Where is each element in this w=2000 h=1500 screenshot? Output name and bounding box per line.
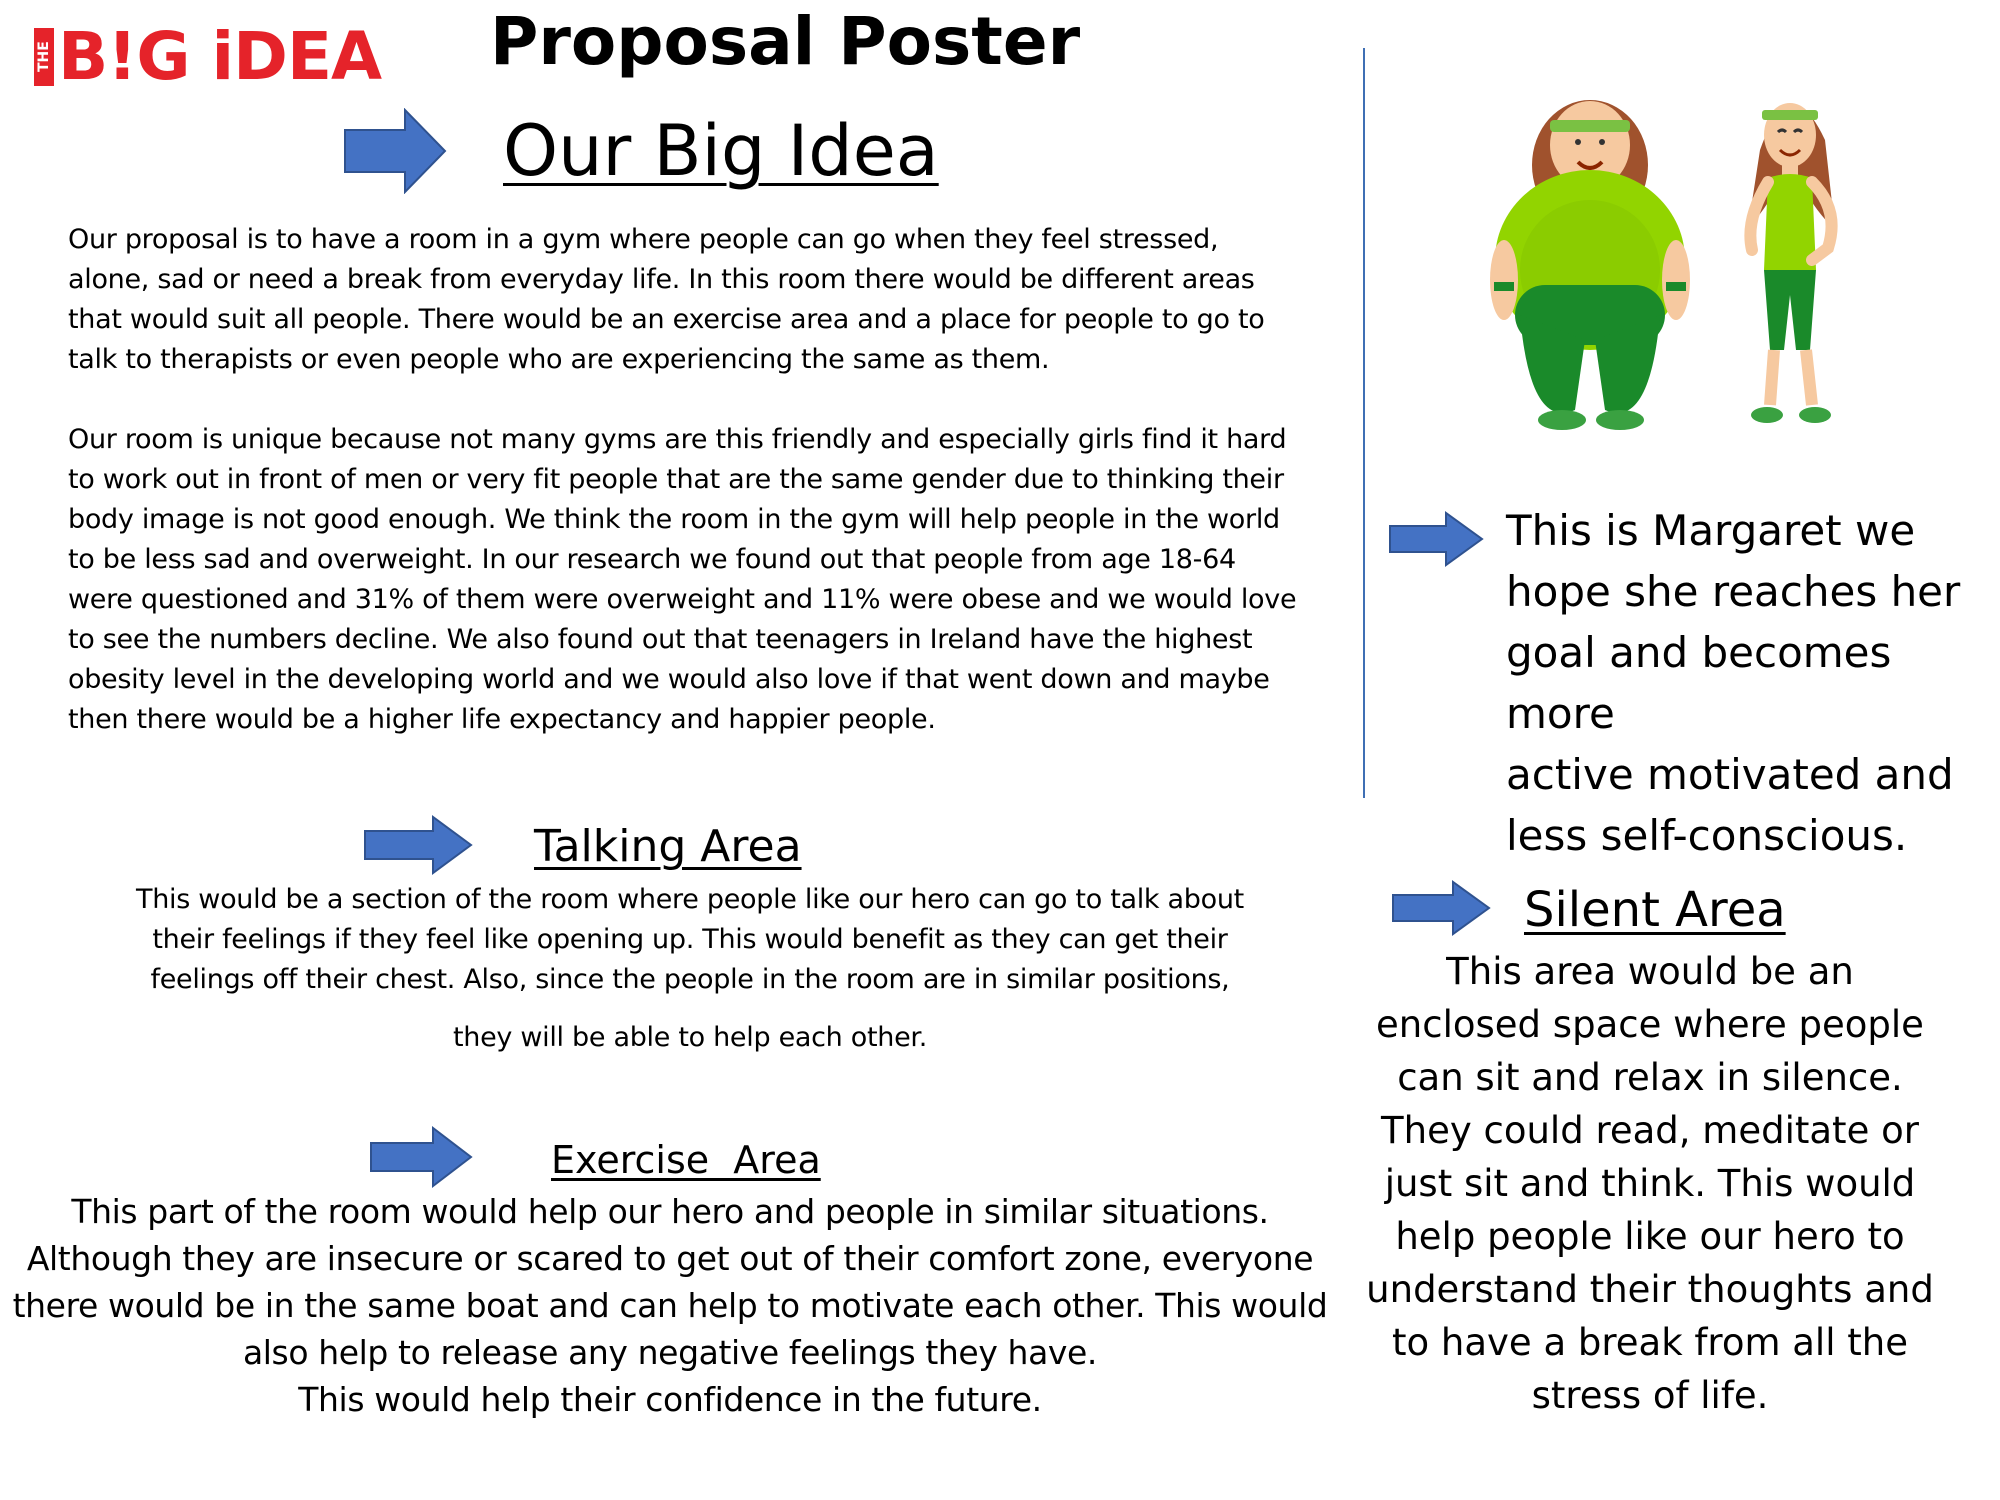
text-line: can sit and relax in silence. bbox=[1397, 1056, 1903, 1099]
text-line: This part of the room would help our hero and people in similar situations. bbox=[71, 1192, 1269, 1231]
vertical-divider bbox=[1363, 48, 1365, 798]
text-line: enclosed space where people bbox=[1376, 1003, 1924, 1046]
text-line: were questioned and 31% of them were overweight and 11% were obese and we would love bbox=[68, 584, 1297, 615]
right-arrow-icon bbox=[343, 108, 447, 194]
text-line: This area would be an bbox=[1446, 950, 1854, 993]
big-idea-heading: Our Big Idea bbox=[503, 110, 939, 192]
text-line: to work out in front of men or very fit people that are the same gender due to thinking their bbox=[68, 464, 1284, 495]
talking-area-heading: Talking Area bbox=[534, 821, 802, 872]
text-line: alone, sad or need a break from everyday life. In this room there would be different areas bbox=[68, 264, 1255, 295]
text-line: body image is not good enough. We think the room in the gym will help people in the world bbox=[68, 504, 1280, 535]
right-arrow-icon bbox=[369, 1126, 473, 1188]
text-line: goal and becomes more bbox=[1506, 628, 1892, 738]
text-line: there would be in the same boat and can help to motivate each other. This would bbox=[12, 1286, 1328, 1325]
text-line: This would be a section of the room where people like our hero can go to talk about bbox=[136, 884, 1244, 915]
text-line: to see the numbers decline. We also found out that teenagers in Ireland have the highest bbox=[68, 624, 1253, 655]
figure-after bbox=[1748, 103, 1835, 423]
right-arrow-icon bbox=[1388, 511, 1484, 567]
text-line: they will be able to help each other. bbox=[452, 1022, 928, 1053]
text-line: active motivated and bbox=[1506, 750, 1954, 799]
text-line: also help to release any negative feelings they have. bbox=[242, 1333, 1098, 1372]
margaret-illustration bbox=[1490, 70, 1890, 440]
text-line: to be less sad and overweight. In our research we found out that people from age 18-64 bbox=[68, 544, 1236, 575]
silent-area-text bbox=[1360, 945, 1940, 1422]
right-arrow-icon bbox=[1391, 880, 1491, 936]
logo-main: B!G iDEA bbox=[58, 18, 382, 95]
text-line: obesity level in the developing world and we would also love if that went down and maybe bbox=[68, 664, 1270, 695]
figure-before bbox=[1490, 100, 1690, 430]
text-line: Although they are insecure or scared to get out of their comfort zone, everyone bbox=[26, 1239, 1314, 1278]
big-idea-logo bbox=[34, 18, 382, 95]
talking-area-text bbox=[40, 880, 1340, 1058]
text-line: They could read, meditate or bbox=[1381, 1109, 1919, 1152]
text-line: that would suit all people. There would be an exercise area and a place for people to go to bbox=[68, 304, 1265, 335]
text-line: feelings off their chest. Also, since the people in the room are in similar positions, bbox=[150, 964, 1230, 995]
text-line: understand their thoughts and bbox=[1366, 1268, 1934, 1311]
silent-area-heading: Silent Area bbox=[1524, 882, 1786, 938]
big-idea-paragraph-2 bbox=[68, 420, 1368, 740]
text-line: stress of life. bbox=[1531, 1374, 1769, 1417]
text-line: just sit and think. This would bbox=[1384, 1162, 1916, 1205]
text-line: to have a break from all the bbox=[1392, 1321, 1908, 1364]
text-line: less self-conscious. bbox=[1506, 811, 1908, 860]
text-line: This would help their confidence in the future. bbox=[298, 1380, 1042, 1419]
text-line: their feelings if they feel like opening up. This would benefit as they can get their bbox=[152, 924, 1228, 955]
text-line: then there would be a higher life expectancy and happier people. bbox=[68, 704, 936, 735]
text-line: help people like our hero to bbox=[1395, 1215, 1905, 1258]
text-line: Our room is unique because not many gyms are this friendly and especially girls find it hard bbox=[68, 424, 1287, 455]
right-arrow-icon bbox=[363, 815, 473, 875]
text-line: Our proposal is to have a room in a gym where people can go when they feel stressed, bbox=[68, 224, 1219, 255]
text-line: talk to therapists or even people who are experiencing the same as them. bbox=[68, 344, 1050, 375]
margaret-caption bbox=[1506, 500, 1996, 866]
exercise-area-text bbox=[10, 1188, 1330, 1423]
poster-title: Proposal Poster bbox=[490, 3, 1081, 80]
big-idea-paragraph-1 bbox=[68, 220, 1368, 380]
text-line: hope she reaches her bbox=[1506, 567, 1961, 616]
exercise-area-heading: Exercise Area bbox=[551, 1138, 821, 1182]
logo-the: THE bbox=[34, 28, 54, 86]
text-line: This is Margaret we bbox=[1506, 506, 1916, 555]
